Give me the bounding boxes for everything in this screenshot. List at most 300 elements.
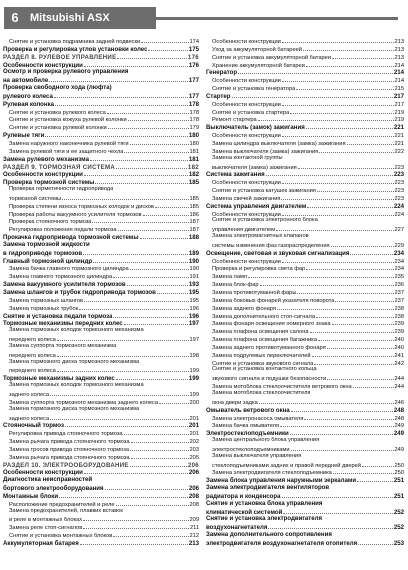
toc-page-number: 198 <box>189 352 199 359</box>
dot-leader <box>118 225 189 231</box>
toc-page-number: 249 <box>393 430 404 438</box>
dot-leader <box>83 515 188 521</box>
toc-entry <box>206 53 404 61</box>
dot-leader <box>332 319 394 325</box>
toc-entry-title: Замена ламп <box>212 274 248 281</box>
toc-entry-title: Особенности конструкции <box>212 258 281 265</box>
toc-entry <box>206 115 404 123</box>
toc-entry-title: Замена цилиндра выключателя (замка) зажигания <box>212 140 346 147</box>
toc-entry-title: Регулировка положения педали тормоза <box>9 227 117 234</box>
dot-leader <box>57 335 189 341</box>
toc-entry <box>3 233 199 241</box>
toc-entry <box>206 296 404 304</box>
toc-entry-title: Электростеклоподъемники <box>206 430 289 438</box>
toc-page-number: 213 <box>188 540 199 547</box>
toc-entry <box>206 351 404 359</box>
toc-page-number: 235 <box>394 274 404 281</box>
toc-entry <box>206 139 404 147</box>
toc-entry-title: Замена суппорта тормозного механизма <box>9 342 117 349</box>
dot-leader <box>282 492 393 498</box>
toc-entry <box>206 374 404 382</box>
toc-entry <box>3 257 199 265</box>
dot-leader <box>127 280 188 286</box>
toc-page-number: 239 <box>394 329 404 336</box>
dot-leader <box>159 398 188 404</box>
dot-leader <box>290 108 393 114</box>
dot-leader <box>113 272 188 278</box>
toc-list-right <box>206 37 404 547</box>
dot-leader <box>84 296 188 302</box>
toc-page-number: 201 <box>189 415 199 422</box>
toc-entry-title: и реле в монтажных блоках <box>9 517 83 524</box>
dot-leader <box>131 437 189 443</box>
toc-entry-title: Снятие и установка электродвигателя <box>206 515 323 523</box>
toc-entry-title: Стартер <box>206 92 231 100</box>
toc-entry-title: Уход за аккумуляторной батареей <box>212 46 302 53</box>
toc-entry-title: Особенности конструкции <box>212 133 281 139</box>
toc-entry-title: Проверка и регулировка углов установки колес <box>3 45 148 53</box>
toc-page-number: 190 <box>188 257 199 265</box>
toc-entry <box>206 202 404 210</box>
dot-leader <box>113 531 188 537</box>
toc-page-number: 209 <box>189 517 199 524</box>
toc-page-number: 201 <box>188 422 199 430</box>
toc-entry-title: Диагностика неисправностей <box>3 476 93 484</box>
dot-leader <box>333 468 394 474</box>
dot-leader <box>130 445 188 451</box>
toc-entry <box>3 327 199 335</box>
toc-entry-title: выключателя (замка) зажигания <box>212 164 297 171</box>
toc-entry <box>3 241 199 249</box>
toc-entry-title: Освещение, световая и звуковая сигнализация <box>206 249 350 257</box>
toc-entry <box>206 304 404 312</box>
toc-entry <box>3 210 199 218</box>
toc-entry-title: Рулевые тяги <box>3 132 45 139</box>
toc-entry-title: Проверка тормозной системы <box>3 179 95 187</box>
toc-entry <box>206 492 404 500</box>
toc-page-number: 177 <box>188 92 199 100</box>
toc-entry-title: рулевого колеса <box>3 92 53 100</box>
toc-page-number: 174 <box>189 39 199 45</box>
toc-entry <box>3 523 199 531</box>
dot-leader <box>113 312 187 318</box>
toc-entry-title: Замена заднего фонаря <box>212 305 276 312</box>
toc-entry <box>3 508 199 516</box>
dot-leader <box>350 249 392 255</box>
toc-page-number: 248 <box>393 406 404 414</box>
toc-page-number: 213 <box>394 54 404 61</box>
toc-entry <box>3 288 199 296</box>
toc-entry <box>206 225 404 233</box>
toc-entry-title: Прокачка гидропривода тормозной системы <box>3 234 139 241</box>
toc-entry-title: бортового электрооборудования <box>3 485 104 492</box>
toc-entry-title: переднего колеса <box>9 368 56 375</box>
dot-leader <box>327 374 393 380</box>
toc-page-number: 223 <box>394 164 404 171</box>
toc-entry-title: управления двигателем <box>212 227 276 234</box>
toc-entry <box>206 37 404 45</box>
toc-entry-title: Замена суппорта тормозного механизма заднего колеса <box>9 399 159 406</box>
toc-entry-title: воздухонагнетателя <box>206 524 268 532</box>
toc-entry <box>3 225 199 233</box>
toc-entry-title: переднего колеса <box>9 352 56 359</box>
toc-entry <box>206 366 404 374</box>
toc-entry <box>206 335 404 343</box>
toc-page-number: 208 <box>188 492 199 500</box>
toc-entry <box>206 249 404 257</box>
toc-column-left <box>3 37 199 547</box>
toc-entry-title: Замена предохранителей, плавких вставок <box>9 507 123 514</box>
toc-entry-title: Проверка свободного хода (люфта) <box>3 84 112 92</box>
toc-entry-title: на автомобиле <box>3 77 49 85</box>
toc-entry-title: Замена выключателя управления <box>212 452 302 459</box>
toc-entry <box>206 186 404 194</box>
toc-page-number: 240 <box>394 344 404 351</box>
toc-entry <box>206 61 404 69</box>
toc-entry-title: Особенности конструкции <box>3 469 83 477</box>
toc-entry <box>206 539 404 547</box>
toc-entry <box>206 280 404 288</box>
dot-leader <box>268 523 392 529</box>
toc-page-number: 188 <box>188 234 199 241</box>
toc-page-number: 215 <box>394 86 404 92</box>
toc-page-number: 214 <box>394 78 404 85</box>
dot-leader <box>83 523 189 529</box>
toc-page-number: 234 <box>394 266 404 273</box>
dot-leader <box>117 53 186 59</box>
toc-page-number: 221 <box>394 133 404 139</box>
toc-entry-title: Замена подрулевых переключателей <box>212 352 311 359</box>
toc-entry <box>206 84 404 92</box>
dot-leader <box>157 288 188 294</box>
toc-entry-title: Замена рычага привода стояночного тормоза <box>9 454 130 461</box>
toc-entry <box>206 437 404 445</box>
header-rule <box>156 17 398 20</box>
toc-section-heading <box>3 53 199 61</box>
toc-entry <box>3 366 199 374</box>
toc-entry <box>3 414 199 422</box>
dot-leader <box>65 421 188 427</box>
toc-entry <box>3 492 199 500</box>
toc-entry <box>206 484 404 492</box>
toc-page-number: 199 <box>188 375 199 383</box>
toc-entry <box>206 461 404 469</box>
toc-entry <box>3 319 199 327</box>
toc-entry <box>3 296 199 304</box>
toc-page-number: 217 <box>394 101 404 108</box>
toc-entry-title: Замена рычага привода стояночного тормоза <box>9 439 130 445</box>
toc-entry-title: Система управления двигателем <box>206 202 307 210</box>
toc-page-number: 224 <box>394 211 404 218</box>
toc-entry-title: тормозной системы <box>9 195 62 202</box>
dot-leader <box>283 508 392 514</box>
toc-entry-title: Замена рулевой тяги и ее защитного чехла <box>9 148 124 155</box>
toc-entry-title: Стояночный тормоз <box>3 422 64 430</box>
toc-entry-title: Замена вакуумного усилителя тормозов <box>3 281 126 288</box>
toc-entry-title: электростеклоподъемниками <box>212 446 290 453</box>
toc-page-number: 200 <box>189 399 199 406</box>
toc-section-heading <box>3 461 199 469</box>
dot-leader <box>140 233 188 239</box>
toc-page-number: 189 <box>188 249 199 257</box>
toc-entry-title: Замена противотуманной фары <box>212 290 297 296</box>
toc-entry-title: Особенности конструкции <box>212 211 281 218</box>
toc-entry <box>3 335 199 343</box>
dot-leader <box>155 202 189 208</box>
toc-entry-title: Замена электродвигателя вентиляторов <box>206 484 330 492</box>
toc-page-number: 186 <box>189 211 199 218</box>
toc-entry-title: Особенности конструкции <box>212 101 281 108</box>
toc-page-number: 206 <box>188 485 199 492</box>
dot-leader <box>62 194 188 200</box>
toc-entry-title: Ремонт стартера <box>212 117 257 124</box>
toc-page-number: 181 <box>188 155 199 163</box>
toc-page-number: 234 <box>393 249 404 257</box>
toc-page-number: 221 <box>394 140 404 147</box>
toc-entry-title: Замена тормозных колодок тормозного механизма <box>9 382 144 389</box>
toc-page-number: 251 <box>393 492 404 500</box>
toc-entry <box>3 272 199 280</box>
toc-page-number: 249 <box>394 423 404 430</box>
toc-entry-title: Замена свечей зажигания <box>212 195 281 202</box>
toc-entry <box>206 68 404 76</box>
dot-leader <box>141 37 188 43</box>
toc-entry <box>206 515 404 523</box>
toc-entry-title: Замена тормозного диска тормозного механизма <box>9 405 140 412</box>
toc-entry-title: Замена главного тормозного цилиндра <box>9 274 113 281</box>
toc-entry <box>3 147 199 155</box>
toc-entry-title: Замена тросов привода стояночного тормоза <box>9 446 130 453</box>
toc-page-number: 196 <box>189 305 199 312</box>
toc-entry-title: Проверка герметичности гидропривода <box>9 186 114 193</box>
toc-page-number: 221 <box>393 124 404 132</box>
toc-page-number: 224 <box>393 202 404 210</box>
toc-entry <box>3 374 199 382</box>
toc-entry <box>206 531 404 539</box>
toc-entry <box>206 163 404 171</box>
toc-page-number: 185 <box>189 203 199 210</box>
dot-leader <box>304 414 393 420</box>
toc-entry <box>3 194 199 202</box>
toc-entry <box>206 500 404 508</box>
dot-leader <box>280 421 393 427</box>
toc-entry-title: окна двери задка <box>212 399 258 406</box>
dot-leader <box>282 100 394 106</box>
dot-leader <box>130 264 189 270</box>
dot-leader <box>282 37 394 43</box>
toc-entry <box>206 100 404 108</box>
toc-entry <box>206 445 404 453</box>
toc-entry <box>206 429 404 437</box>
toc-entry <box>3 108 199 116</box>
dot-leader <box>128 115 189 121</box>
toc-entry-title: Система зажигания <box>206 171 265 179</box>
toc-entry <box>3 453 199 461</box>
toc-entry <box>3 382 199 390</box>
toc-entry-title: Рулевая колонка <box>3 100 55 108</box>
toc-page-number: 212 <box>189 533 199 539</box>
dot-leader <box>116 374 188 380</box>
toc-entry <box>3 61 199 69</box>
toc-page-number: 213 <box>394 39 404 45</box>
toc-entry-title: Замена центрального блока управления <box>212 437 320 444</box>
toc-entry <box>3 68 199 76</box>
dot-leader <box>310 327 394 333</box>
toc-entry-title: Выключатель (замок) зажигания <box>206 124 305 132</box>
toc-entry <box>3 76 199 84</box>
dot-leader <box>318 335 393 341</box>
toc-entry <box>206 108 404 116</box>
toc-entry <box>206 217 404 225</box>
dot-leader <box>124 319 188 325</box>
toc-entry-title: Особенности конструкции <box>212 39 281 45</box>
toc-entry-title: Замена тормозных колодок тормозного механизма <box>9 327 144 334</box>
toc-entry-title: Снятие и установка педали тормоза <box>3 312 113 320</box>
toc-entry-title: Снятие и установка катушек зажигания <box>212 188 316 194</box>
dot-leader <box>116 163 187 169</box>
dot-leader <box>130 461 187 467</box>
toc-entry <box>3 304 199 312</box>
toc-entry <box>206 210 404 218</box>
toc-page-number: 182 <box>187 163 199 171</box>
toc-entry-title: заднего колеса <box>9 415 50 422</box>
dot-leader <box>50 414 188 420</box>
dot-leader <box>55 100 188 106</box>
toc-entry-title: Снятие и установка генератора <box>212 86 296 92</box>
toc-page-number: 187 <box>189 219 199 226</box>
toc-entry-title: Расположение предохранителей и реле <box>9 501 115 508</box>
dot-leader <box>331 241 394 247</box>
toc-entry <box>3 445 199 453</box>
toc-entry <box>206 272 404 280</box>
toc-entry <box>206 155 404 163</box>
dot-leader <box>148 45 187 51</box>
toc-entry <box>206 359 404 367</box>
toc-entry <box>206 319 404 327</box>
toc-entry <box>3 45 199 53</box>
toc-entry <box>3 476 199 484</box>
toc-page-number: 227 <box>394 227 404 234</box>
dot-leader <box>297 288 393 294</box>
toc-entry-title: электродвигателя воздухонагнетателя отопителя <box>206 540 358 547</box>
toc-page-number: 250 <box>394 470 404 477</box>
dot-leader <box>306 61 394 67</box>
toc-page-number: 238 <box>394 313 404 320</box>
toc-entry-title: Особенности конструкции <box>212 78 281 85</box>
dot-leader <box>303 45 394 51</box>
toc-entry <box>3 280 199 288</box>
toc-page-number: 178 <box>189 109 199 116</box>
page-number: 6 <box>4 7 26 29</box>
toc-entry <box>3 100 199 108</box>
toc-page-number: 199 <box>189 391 199 398</box>
toc-entry <box>3 131 199 139</box>
toc-entry <box>3 437 199 445</box>
toc-entry-title: Снятие и установка блока управления <box>206 499 323 507</box>
toc-entry-title: климатической системой <box>206 508 283 516</box>
toc-page-number: 222 <box>394 148 404 155</box>
toc-entry <box>206 468 404 476</box>
toc-page-number: 185 <box>189 195 199 202</box>
toc-entry-title: Замена мотоблока стеклоочистителя <box>212 389 311 396</box>
toc-entry <box>206 421 404 429</box>
toc-page-number: 191 <box>189 274 199 281</box>
toc-entry-title: Снятие и установка рулевой колонки <box>9 125 107 132</box>
dot-leader <box>84 170 188 176</box>
toc-entry-title: Снятие и установка контактного кольца <box>212 366 317 373</box>
toc-entry-title: Проверка и регулировка света фар <box>212 266 306 273</box>
toc-entry-title: Аккумуляторная батарея <box>3 540 79 547</box>
dot-leader <box>248 272 393 278</box>
dot-leader <box>353 382 394 388</box>
dot-leader <box>282 131 394 137</box>
toc-page-number: 248 <box>394 415 404 422</box>
toc-entry-title: Замена бачка главного тормозного цилиндра <box>9 266 129 273</box>
toc-entry-title: Проверка стояночного тормоза <box>9 219 92 226</box>
toc-page-number: 223 <box>394 195 404 202</box>
toc-entry-title: Замена боковых фонарей указателя поворота <box>212 297 335 304</box>
toc-entry <box>206 523 404 531</box>
toc-page-number: 242 <box>394 360 404 367</box>
toc-entry-title: Замена блока управления наружными зеркалами <box>206 477 357 485</box>
toc-entry <box>206 327 404 335</box>
toc-column-right <box>206 37 404 547</box>
toc-entry-title: Замена электродвигателя стеклоподъемника <box>212 470 332 477</box>
dot-leader <box>116 500 189 506</box>
toc-entry-title: Замена тормозных шлангов <box>9 297 84 304</box>
toc-entry <box>3 249 199 257</box>
toc-entry-title: Замена наружного наконечника рулевой тяги <box>9 140 129 147</box>
toc-list-left <box>3 37 199 547</box>
dot-leader <box>45 131 187 137</box>
toc-page-number: 206 <box>187 461 199 469</box>
toc-entry-title: Монтажные блоки <box>3 492 59 500</box>
toc-entry-title: Замена плафона освещения салона <box>212 329 309 336</box>
dot-leader <box>362 461 394 467</box>
toc-entry-title: Замена электромагнитных клапанов <box>212 233 309 240</box>
toc-entry-title: Замена тормозной жидкости <box>3 240 90 248</box>
toc-entry <box>206 76 404 84</box>
toc-entry-title: Тормозные механизмы передних колес <box>3 320 123 328</box>
toc-page-number: 178 <box>189 117 199 124</box>
toc-entry <box>3 390 199 398</box>
toc-page-number: 236 <box>394 282 404 288</box>
toc-entry <box>206 264 404 272</box>
toc-page-number: 246 <box>394 399 404 406</box>
toc-entry-title: Тормозные механизмы задних колес <box>3 375 115 383</box>
toc-page-number: 196 <box>188 312 199 320</box>
toc-entry-title: Замена шлангов и трубок гидропривода тормозов <box>3 289 156 296</box>
toc-page-number: 182 <box>188 171 199 179</box>
toc-page-number: 223 <box>394 180 404 187</box>
toc-entry-title: Генератор <box>206 69 238 77</box>
toc-entry-title: Замена фонаря освещения номерного знака <box>212 321 331 328</box>
toc-entry <box>206 476 404 484</box>
toc-page-number: 239 <box>394 321 404 328</box>
toc-entry <box>3 406 199 414</box>
toc-page-number: 240 <box>394 337 404 343</box>
toc-page-number: 219 <box>394 109 404 116</box>
toc-page-number: 214 <box>393 69 404 77</box>
toc-entry <box>3 359 199 367</box>
toc-page-number: 223 <box>393 171 404 179</box>
toc-entry <box>3 484 199 492</box>
toc-entry-title: РАЗДЕЛ 10. ЭЛЕКТРООБОРУДОВАНИЕ <box>3 461 129 469</box>
toc-page-number: 219 <box>394 117 404 124</box>
toc-entry <box>3 92 199 100</box>
dot-leader <box>107 108 189 114</box>
toc-entry-title: Особенности конструкции <box>212 180 281 187</box>
